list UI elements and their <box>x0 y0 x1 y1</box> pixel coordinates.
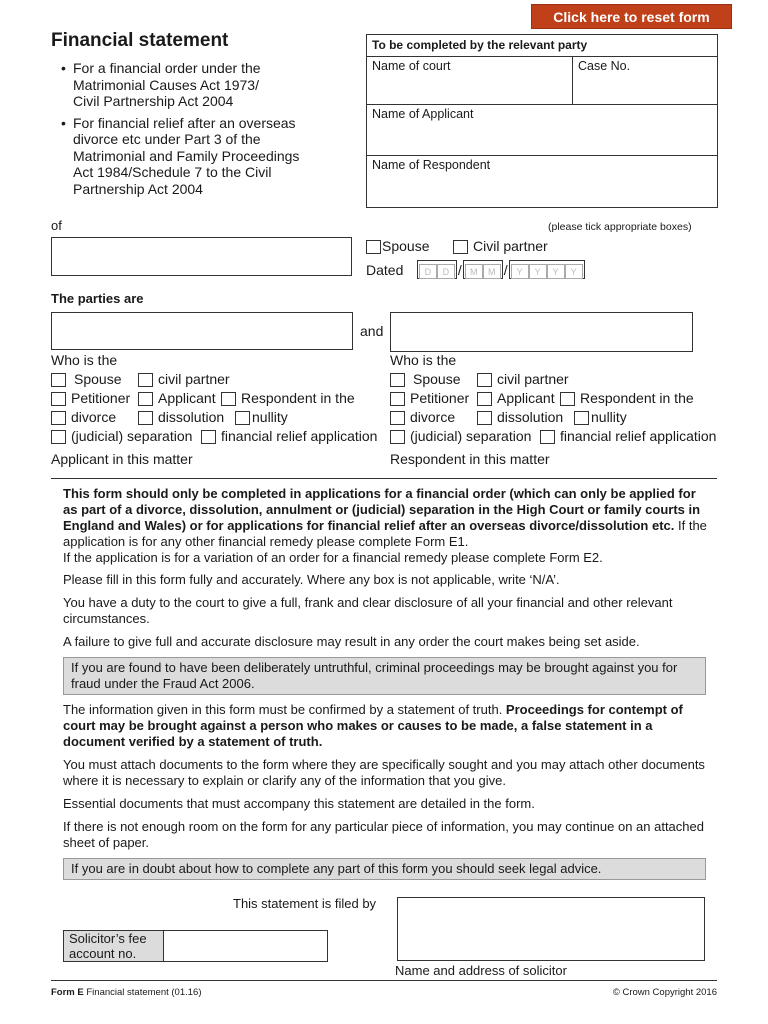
filed-by-label: This statement is filed by <box>233 896 377 911</box>
date-year-3[interactable]: Y <box>547 264 565 279</box>
divider <box>51 478 717 479</box>
legal-advice-note: If you are in doubt about how to complete any part of this form you should seek legal advice. <box>63 858 706 880</box>
of-input[interactable] <box>51 237 352 276</box>
relevant-party-box <box>366 34 718 208</box>
respondent-applicant-checkbox[interactable] <box>477 392 492 406</box>
date-year-group[interactable] <box>509 260 585 279</box>
applicant-caption: Applicant in this matter <box>51 451 193 467</box>
solicitor-fee-box <box>63 930 328 962</box>
instructions-failure: A failure to give full and accurate disclosure may result in any order the court makes being set aside. <box>63 634 640 649</box>
spouse-checkbox[interactable] <box>366 240 381 254</box>
applicant-nullity-checkbox[interactable] <box>235 411 250 425</box>
dated-row: Dated D D / M M / Y Y Y Y <box>366 260 585 279</box>
applicant-applicant-checkbox[interactable] <box>138 392 153 406</box>
footer-copyright: © Crown Copyright 2016 <box>612 987 717 998</box>
respondent-spouse-checkbox[interactable] <box>390 373 405 387</box>
instructions-essential: Essential documents that must accompany this statement are detailed in the form. <box>63 796 535 811</box>
of-label: of <box>51 218 62 233</box>
relevant-party-header: To be completed by the relevant party <box>367 35 717 57</box>
civil-partner-option[interactable]: Civil partner <box>453 238 548 254</box>
date-month-1[interactable]: M <box>465 264 483 279</box>
who-is-the-label-right: Who is the <box>390 352 457 368</box>
solicitor-address-input[interactable] <box>397 897 705 961</box>
respondent-name-field[interactable]: Name of Respondent <box>372 158 491 172</box>
party-one-input[interactable] <box>51 312 353 350</box>
respondent-caption: Respondent in this matter <box>390 451 550 467</box>
applicant-divorce-checkbox[interactable] <box>51 411 66 425</box>
date-month-2[interactable]: M <box>483 264 501 279</box>
respondent-financial-relief-checkbox[interactable] <box>540 430 555 444</box>
applicant-financial-relief-checkbox[interactable] <box>201 430 216 444</box>
instructions-not-enough: If there is not enough room on the form for any particular piece of information, you may continue on an attached sheet of paper. <box>63 819 704 850</box>
respondent-civil-partner-checkbox[interactable] <box>477 373 492 387</box>
footer-form-id: Form E Financial statement (01.16) <box>51 987 202 998</box>
parties-label: The parties are <box>51 291 144 306</box>
solicitor-fee-label: Solicitor’s fee account no. <box>64 931 164 961</box>
date-day-2[interactable]: D <box>437 264 455 279</box>
page-title: Financial statement <box>51 30 229 51</box>
tick-note: (please tick appropriate boxes) <box>548 221 692 233</box>
instructions-intro: This form should only be completed in applications for a financial order (which can only be applied for as part of a divorce, dissolution, annulment or (judicial) separation in the High Court or family courts in England and Wales) or for applications for financial relief after an overseas divorce/dissolution etc. If the application is for any other financial remedy please complete Form E1. <box>63 486 707 549</box>
date-day-group[interactable] <box>417 260 457 279</box>
court-name-field[interactable]: Name of court <box>367 57 573 105</box>
instructions-truth: The information given in this form must be confirmed by a statement of truth. Proceedings for contempt of court may be brought against a person who makes or causes to be made, a false statement in a document verified by a statement of truth. <box>63 702 683 749</box>
date-year-1[interactable]: Y <box>511 264 529 279</box>
who-is-the-label: Who is the <box>51 352 118 368</box>
applicant-civil-partner-checkbox[interactable] <box>138 373 153 387</box>
fraud-warning: If you are found to have been deliberately untruthful, criminal proceedings may be brought against you for fraud under the Fraud Act 2006. <box>63 657 706 695</box>
applicant-dissolution-checkbox[interactable] <box>138 411 153 425</box>
instructions-duty: You have a duty to the court to give a full, frank and clear disclosure of all your financial and other relevant circumstances. <box>63 595 673 626</box>
applicant-spouse-checkbox[interactable] <box>51 373 66 387</box>
footer-divider <box>51 980 717 981</box>
respondent-petitioner-checkbox[interactable] <box>390 392 405 406</box>
spouse-option[interactable]: Spouse <box>366 238 429 254</box>
instructions-fill-in: Please fill in this form fully and accurately. Where any box is not applicable, write ‘N/A’. <box>63 572 560 587</box>
respondent-respondent-checkbox[interactable] <box>560 392 575 406</box>
case-number-field[interactable]: Case No. <box>573 57 717 105</box>
and-label: and <box>360 323 384 339</box>
civil-partner-checkbox[interactable] <box>453 240 468 254</box>
purpose-item: • For financial relief after an overseas divorce etc under Part 3 of the Matrimonial and Family Proceedings Act 1984/Schedule 7 to the Civil Partnership Act 2004 <box>61 115 351 198</box>
reset-form-button[interactable]: Click here to reset form <box>531 4 732 29</box>
solicitor-fee-input[interactable] <box>164 931 327 961</box>
purpose-item: • For a financial order under the Matrimonial Causes Act 1973/ Civil Partnership Act 2004 <box>61 60 351 110</box>
purpose-list <box>61 60 351 202</box>
date-day-1[interactable]: D <box>419 264 437 279</box>
respondent-nullity-checkbox[interactable] <box>574 411 589 425</box>
date-year-2[interactable]: Y <box>529 264 547 279</box>
applicant-name-field[interactable]: Name of Applicant <box>367 105 717 156</box>
instructions-variation: If the application is for a variation of an order for a financial remedy please complete Form E2. <box>63 550 603 565</box>
date-year-4[interactable]: Y <box>565 264 583 279</box>
instructions-attach: You must attach documents to the form where they are specifically sought and you may attach other documents where it is necessary to explain or clarify any of the information that you give. <box>63 757 705 788</box>
applicant-respondent-checkbox[interactable] <box>221 392 236 406</box>
solicitor-address-label: Name and address of solicitor <box>395 963 567 978</box>
respondent-dissolution-checkbox[interactable] <box>477 411 492 425</box>
date-month-group[interactable] <box>463 260 503 279</box>
applicant-petitioner-checkbox[interactable] <box>51 392 66 406</box>
respondent-divorce-checkbox[interactable] <box>390 411 405 425</box>
respondent-judicial-separation-checkbox[interactable] <box>390 430 405 444</box>
party-two-input[interactable] <box>390 312 693 352</box>
applicant-judicial-separation-checkbox[interactable] <box>51 430 66 444</box>
